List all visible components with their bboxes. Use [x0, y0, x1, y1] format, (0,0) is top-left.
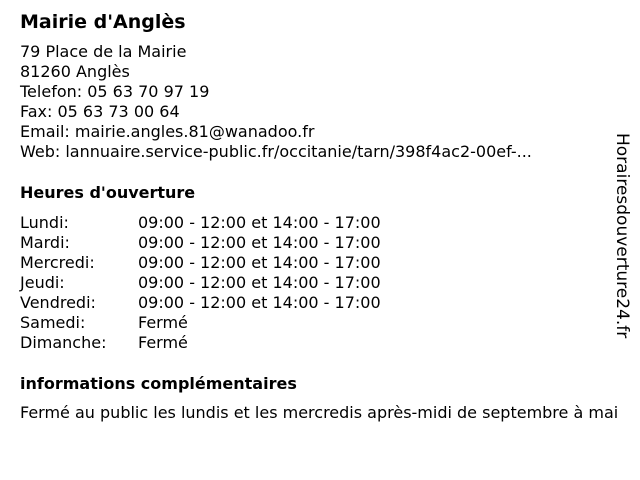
listing-card: [20, 10, 620, 422]
email-line: [20, 122, 620, 142]
hours-day: Lundi:: [20, 213, 69, 232]
hours-row: [20, 313, 381, 333]
additional-info-heading: informations complémentaires: [20, 374, 297, 393]
email-label: Email:: [20, 122, 75, 141]
hours-day: Vendredi:: [20, 293, 96, 312]
opening-hours-table: [20, 213, 381, 353]
hours-row: [20, 333, 381, 353]
hours-row: [20, 233, 381, 253]
page-title: Mairie d'Anglès: [20, 11, 186, 33]
hours-day: Samedi:: [20, 313, 86, 332]
email-link[interactable]: mairie.angles.81@wanadoo.fr: [74, 122, 315, 141]
web-line: [20, 142, 620, 162]
contact-block: [20, 42, 620, 162]
hours-row: [20, 253, 381, 273]
web-label: Web:: [20, 142, 66, 161]
hours-time: 09:00 - 12:00 et 14:00 - 17:00: [138, 233, 381, 252]
hours-row: [20, 293, 381, 313]
hours-time: 09:00 - 12:00 et 14:00 - 17:00: [138, 293, 381, 312]
hours-time: 09:00 - 12:00 et 14:00 - 17:00: [138, 273, 381, 292]
hours-row: [20, 273, 381, 293]
hours-time: 09:00 - 12:00 et 14:00 - 17:00: [138, 213, 381, 232]
hours-row: [20, 213, 381, 233]
hours-time: Fermé: [138, 333, 188, 352]
site-watermark: Horairesdouverture24.fr: [612, 133, 632, 339]
address-line-city: 81260 Anglès: [20, 62, 130, 81]
hours-day: Dimanche:: [20, 333, 107, 352]
phone-line: Telefon: 05 63 70 97 19: [20, 82, 210, 101]
fax-line: Fax: 05 63 73 00 64: [20, 102, 180, 121]
hours-time: 09:00 - 12:00 et 14:00 - 17:00: [138, 253, 381, 272]
opening-hours-heading: Heures d'ouverture: [20, 183, 196, 202]
hours-day: Mardi:: [20, 233, 70, 252]
additional-info-text: Fermé au public les lundis et les mercredis après-midi de septembre à mai: [20, 403, 619, 422]
hours-day: Mercredi:: [20, 253, 95, 272]
hours-day: Jeudi:: [20, 273, 65, 292]
web-link[interactable]: lannuaire.service-public.fr/occitanie/tarn/398f4ac2-00ef-...: [65, 142, 532, 161]
hours-time: Fermé: [138, 313, 188, 332]
address-line-street: 79 Place de la Mairie: [20, 42, 187, 61]
